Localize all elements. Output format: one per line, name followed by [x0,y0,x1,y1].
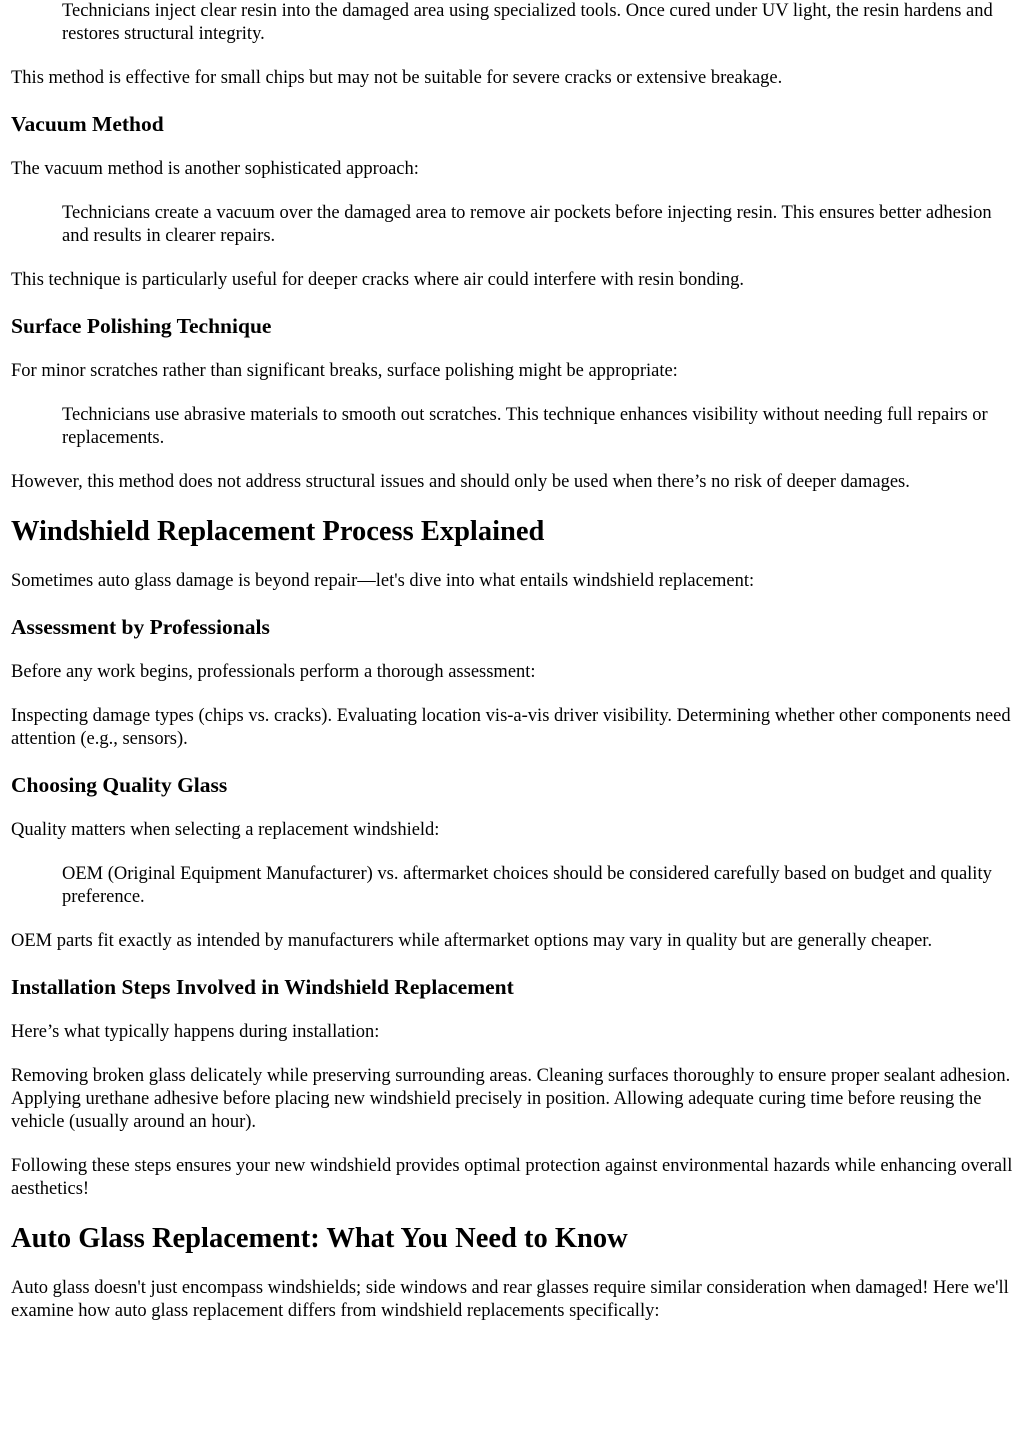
auto-glass-intro: Auto glass doesn't just encompass windshields; side windows and rear glasses require similar consideration when damaged! Here we'll examine how auto glass replacement differs from windshield replacements specifically: [11,1278,1009,1321]
assessment-intro: Before any work begins, professionals perform a thorough assessment: [11,662,536,682]
surface-polishing-note: However, this method does not address structural issues and should only be used when there’s no risk of deeper damages. [11,472,910,492]
installation-steps-list: Removing broken glass delicately while preserving surrounding areas. Cleaning surfaces thoroughly to ensure proper sealant adhesion. Applying urethane adhesive before placing new windshield precisely in position. Allowing adequate curing time before reusing the vehicle (usually around an hour). [11,1066,1011,1132]
resin-technique-quote: Technicians inject clear resin into the damaged area using specialized tools. Once cured under UV light, the resin hardens and restores structural integrity. [62,1,993,44]
installation-steps-note: Following these steps ensures your new windshield provides optimal protection against environmental hazards while enhancing overall aesthetics! [11,1156,1013,1199]
resin-technique-note: This method is effective for small chips but may not be suitable for severe cracks or extensive breakage. [11,68,783,88]
vacuum-method-heading: Vacuum Method [11,112,164,136]
surface-polishing-quote: Technicians use abrasive materials to smooth out scratches. This technique enhances visibility without needing full repairs or replacements. [62,405,988,448]
quality-glass-quote: OEM (Original Equipment Manufacturer) vs. aftermarket choices should be considered carefully based on budget and quality preference. [62,864,992,907]
vacuum-method-intro: The vacuum method is another sophisticated approach: [11,159,419,179]
quality-glass-note: OEM parts fit exactly as intended by manufacturers while aftermarket options may vary in quality but are generally cheaper. [11,931,933,951]
replacement-process-heading: Windshield Replacement Process Explained [11,516,545,547]
replacement-process-intro: Sometimes auto glass damage is beyond repair—let's dive into what entails windshield replacement: [11,571,755,591]
assessment-list: Inspecting damage types (chips vs. cracks). Evaluating location vis-a-vis driver visibility. Determining whether other components need attention (e.g., sensors). [11,706,1011,749]
vacuum-method-quote: Technicians create a vacuum over the damaged area to remove air pockets before injecting resin. This ensures better adhesion and results in clearer repairs. [62,203,992,246]
installation-steps-intro: Here’s what typically happens during installation: [11,1022,380,1042]
surface-polishing-intro: For minor scratches rather than significant breaks, surface polishing might be appropriate: [11,361,678,381]
assessment-heading: Assessment by Professionals [11,615,270,639]
installation-steps-heading: Installation Steps Involved in Windshield Replacement [11,975,514,999]
surface-polishing-heading: Surface Polishing Technique [11,314,272,338]
auto-glass-heading: Auto Glass Replacement: What You Need to Know [11,1223,628,1254]
quality-glass-intro: Quality matters when selecting a replacement windshield: [11,820,440,840]
quality-glass-heading: Choosing Quality Glass [11,773,228,797]
vacuum-method-note: This technique is particularly useful for deeper cracks where air could interfere with resin bonding. [11,270,745,290]
